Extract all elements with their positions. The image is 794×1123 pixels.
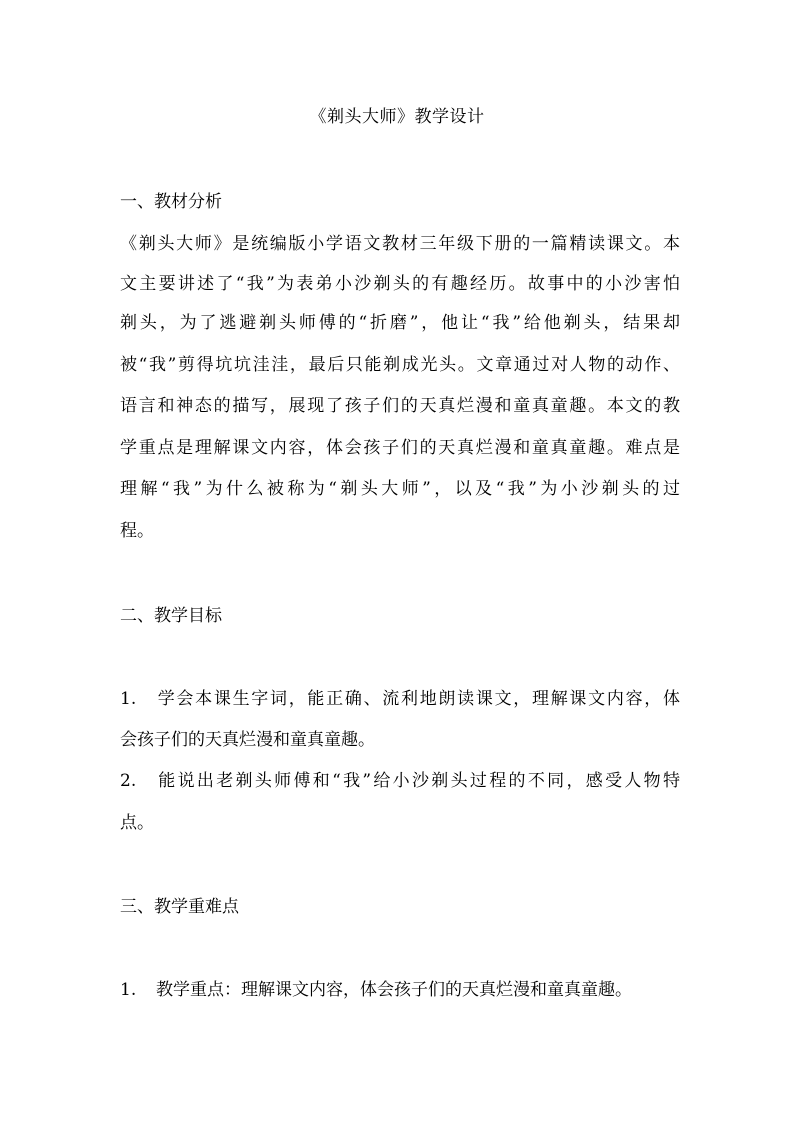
paragraph-line: 理解“我”为什么被称为“剃头大师”，以及“我”为小沙剃头的过 — [120, 479, 680, 499]
list-item-number: 1. — [120, 980, 137, 1000]
list-item-number: 1. — [120, 689, 137, 709]
paragraph-line: 文主要讲述了“我”为表弟小沙剃头的有趣经历。故事中的小沙害怕 — [120, 274, 680, 294]
list-item — [120, 686, 680, 712]
list-item — [120, 768, 680, 794]
document-title: 《剃头大师》教学设计 — [309, 107, 485, 127]
list-item-text: 能说出老剃头师傅和“我”给小沙剃头过程的不同，感受人物特 — [156, 771, 680, 791]
list-item-number: 2. — [120, 771, 137, 791]
paragraph-line: 学重点是理解课文内容，体会孩子们的天真烂漫和童真童趣。难点是 — [120, 438, 680, 458]
list-item-continuation: 点。 — [120, 813, 154, 833]
paragraph-line: 程。 — [120, 521, 154, 541]
paragraph-line: 被“我”剪得坑坑洼洼，最后只能剃成光头。文章通过对人物的动作、 — [120, 355, 680, 375]
list-item-text: 学会本课生字词，能正确、流利地朗读课文，理解课文内容，体 — [156, 689, 680, 709]
section-heading-objectives: 二、教学目标 — [120, 606, 222, 626]
list-item-text: 教学重点：理解课文内容，体会孩子们的天真烂漫和童真童趣。 — [156, 980, 632, 1000]
list-item-continuation: 会孩子们的天真烂漫和童真童趣。 — [120, 730, 375, 750]
list-item — [120, 977, 680, 1003]
section-heading-materials: 一、教材分析 — [120, 192, 222, 212]
section-heading-key-points: 三、教学重难点 — [120, 897, 239, 917]
paragraph-line: 剃头，为了逃避剃头师傅的“折磨”，他让“我”给他剃头，结果却 — [120, 313, 680, 333]
paragraph-line: 语言和神态的描写，展现了孩子们的天真烂漫和童真童趣。本文的教 — [120, 396, 680, 416]
paragraph-line: 《剃头大师》是统编版小学语文教材三年级下册的一篇精读课文。本 — [120, 234, 680, 254]
